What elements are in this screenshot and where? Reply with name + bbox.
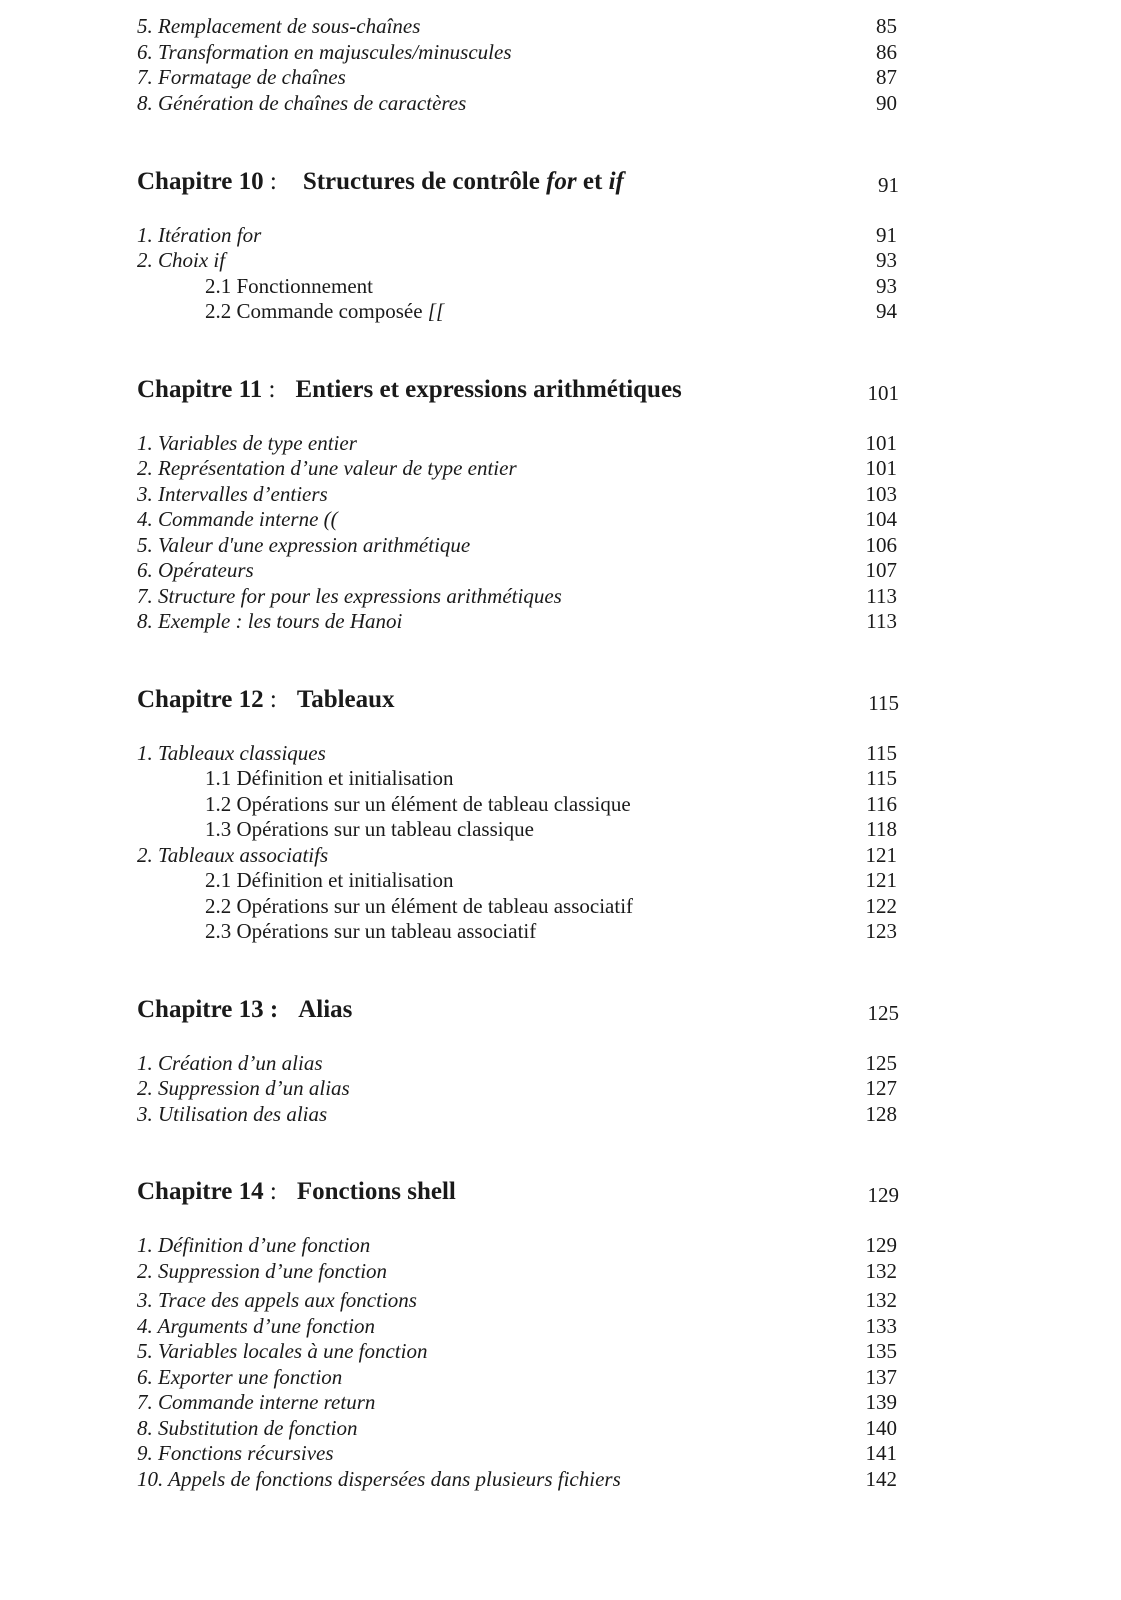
toc-subentry: [0, 868, 1121, 894]
toc-entry: [0, 1314, 1121, 1340]
toc-entry-page: 132: [865, 1288, 897, 1312]
toc-entry: [0, 248, 1121, 274]
toc-entry: [0, 1467, 1121, 1493]
toc-entry-label: 7. Structure for pour les expressions arithmétiques: [137, 584, 562, 608]
toc-entry-label: 3. Utilisation des alias: [137, 1102, 328, 1126]
toc-entry-page: 133: [865, 1314, 897, 1338]
chapter-title: [137, 686, 395, 714]
toc-entry: [0, 456, 1121, 482]
chapter-number: Chapitre 14: [137, 1178, 264, 1205]
toc-entry-page: 128: [865, 1102, 897, 1126]
chapter-page: 91: [878, 173, 899, 197]
toc-entry: [0, 609, 1121, 635]
toc-entry-label: 9. Fonctions récursives: [137, 1441, 334, 1465]
toc-entry-page: 115: [866, 766, 897, 790]
toc-entry-page: 125: [865, 1051, 897, 1075]
toc-entry-page: 90: [876, 91, 897, 115]
toc-entry: [0, 584, 1121, 610]
toc-entry-text: 2.2 Commande composée: [205, 299, 428, 323]
toc-entry: [0, 1390, 1121, 1416]
toc-entry: [0, 1365, 1121, 1391]
toc-entry: [0, 1051, 1121, 1077]
chapter-separator: :: [269, 686, 277, 713]
chapter-page: 125: [867, 1001, 899, 1025]
toc-entry: [0, 843, 1121, 869]
toc-entry-page: 142: [865, 1467, 897, 1491]
toc-entry-page: 93: [876, 248, 897, 272]
toc-entry-page: 121: [865, 843, 897, 867]
toc-entry: [0, 431, 1121, 457]
toc-subentry: [0, 792, 1121, 818]
chapter-title-text: Entiers et expressions arithmétiques: [295, 376, 682, 403]
toc-entry-page: 103: [865, 482, 897, 506]
toc-subentry: [0, 894, 1121, 920]
toc-entry-label: 4. Arguments d’une fonction: [137, 1314, 375, 1338]
toc-entry-label: 1.1 Définition et initialisation: [205, 766, 454, 790]
toc-entry-page: 137: [865, 1365, 897, 1389]
toc-entry-label: 2. Tableaux associatifs: [137, 843, 329, 867]
toc-subentry: [0, 274, 1121, 300]
toc-subentry: [0, 919, 1121, 945]
chapter-separator: :: [269, 1178, 277, 1205]
toc-entry-label: 2. Suppression d’un alias: [137, 1076, 350, 1100]
chapter-title: [137, 168, 624, 196]
toc-entry-label: 2.2 Opérations sur un élément de tableau associatif: [205, 894, 634, 918]
toc-entry-page: 113: [866, 584, 897, 608]
toc-entry-page: 121: [865, 868, 897, 892]
toc-entry-label: 2. Suppression d’une fonction: [137, 1259, 388, 1283]
toc-entry-label: 5. Valeur d'une expression arithmétique: [137, 533, 471, 557]
toc-entry-label: 2.1 Définition et initialisation: [205, 868, 454, 892]
toc-entry-label: 3. Trace des appels aux fonctions: [137, 1288, 417, 1312]
toc-entry-label: 1. Itération for: [137, 223, 262, 247]
toc-entry-page: 122: [865, 894, 897, 918]
toc-entry: [0, 40, 1121, 66]
toc-entry-page: 93: [876, 274, 897, 298]
toc-entry-label: 8. Exemple : les tours de Hanoi: [137, 609, 403, 633]
chapter-heading: [0, 1178, 1121, 1210]
toc-entry: [0, 1441, 1121, 1467]
toc-entry-keyword: [[: [427, 299, 445, 323]
toc-entry: [0, 91, 1121, 117]
chapter-title-text: Tableaux: [296, 686, 395, 713]
toc-entry-page: 141: [865, 1441, 897, 1465]
toc-entry-label: 1. Variables de type entier: [137, 431, 357, 455]
toc-entry: [0, 1416, 1121, 1442]
toc-entry-page: 107: [865, 558, 897, 582]
toc-entry-label: 6. Exporter une fonction: [137, 1365, 343, 1389]
toc-entry-label: 7. Formatage de chaînes: [137, 65, 346, 89]
toc-entry-label: 1. Définition d’une fonction: [137, 1233, 371, 1257]
chapter-title: [137, 376, 682, 404]
chapter-number: Chapitre 11: [137, 376, 263, 403]
chapter-title-keyword: for: [546, 168, 577, 195]
toc-entry: [0, 1102, 1121, 1128]
chapter-heading: [0, 376, 1121, 408]
chapter-title-text: Structures de contrôle: [302, 168, 547, 195]
chapter-page: 101: [867, 381, 899, 405]
chapter-title-keyword: if: [608, 168, 624, 195]
toc-entry-label: 2. Représentation d’une valeur de type entier: [137, 456, 517, 480]
chapter-number: Chapitre 10: [137, 168, 264, 195]
toc-entry-page: 101: [865, 456, 897, 480]
toc-entry-label: 1.3 Opérations sur un tableau classique: [205, 817, 534, 841]
toc-entry-page: 87: [876, 65, 897, 89]
chapter-title: [137, 996, 352, 1024]
toc-entry-label: 1. Création d’un alias: [137, 1051, 323, 1075]
toc-entry: [0, 14, 1121, 40]
toc-entry-page: 94: [876, 299, 897, 323]
toc-entry: [0, 741, 1121, 767]
chapter-title-text: et: [576, 168, 609, 195]
toc-entry-label: 10. Appels de fonctions dispersées dans plusieurs fichiers: [137, 1467, 621, 1491]
toc-entry: [0, 1233, 1121, 1259]
toc-entry-label: 4. Commande interne ((: [137, 507, 338, 531]
chapter-title-text: Alias: [298, 996, 353, 1023]
toc-entry-label: 2.1 Fonctionnement: [205, 274, 373, 298]
chapter-page: 115: [868, 691, 899, 715]
toc-entry: [0, 1339, 1121, 1365]
toc-subentry: [0, 766, 1121, 792]
toc-entry-label: 8. Génération de chaînes de caractères: [137, 91, 467, 115]
toc-entry: [0, 223, 1121, 249]
toc-entry-page: 91: [876, 223, 897, 247]
chapter-separator: :: [269, 996, 279, 1023]
toc-subentry: [0, 299, 1121, 325]
toc-entry-page: 115: [866, 741, 897, 765]
toc-entry-page: 123: [865, 919, 897, 943]
toc-entry-label: 1. Tableaux classiques: [137, 741, 326, 765]
toc-entry-label: 6. Transformation en majuscules/minuscules: [137, 40, 512, 64]
toc-entry-label: 8. Substitution de fonction: [137, 1416, 358, 1440]
toc-subentry: [0, 817, 1121, 843]
toc-entry-page: 135: [865, 1339, 897, 1363]
toc-entry-page: 104: [865, 507, 897, 531]
toc-entry: [0, 1076, 1121, 1102]
chapter-heading: [0, 168, 1121, 200]
chapter-page: 129: [867, 1183, 899, 1207]
toc-entry-page: 86: [876, 40, 897, 64]
chapter-title: [137, 1178, 456, 1206]
toc-entry-label: 1.2 Opérations sur un élément de tableau classique: [205, 792, 631, 816]
chapter-number: Chapitre 12: [137, 686, 264, 713]
chapter-heading: [0, 686, 1121, 718]
toc-entry-label: 2. Choix if: [137, 248, 226, 272]
toc-entry-page: 85: [876, 14, 897, 38]
toc-entry-page: 118: [866, 817, 897, 841]
toc-entry-label: [205, 299, 444, 324]
toc-entry-label: 7. Commande interne return: [137, 1390, 376, 1414]
toc-entry-page: 101: [865, 431, 897, 455]
chapter-separator: :: [269, 168, 277, 195]
toc-entry-page: 129: [865, 1233, 897, 1257]
toc-entry-label: 5. Variables locales à une fonction: [137, 1339, 428, 1363]
toc-entry-page: 140: [865, 1416, 897, 1440]
toc-entry: [0, 65, 1121, 91]
chapter-separator: :: [268, 376, 276, 403]
toc-entry: [0, 1259, 1121, 1285]
chapter-title-text: Fonctions shell: [296, 1178, 456, 1205]
toc-entry: [0, 507, 1121, 533]
chapter-heading: [0, 996, 1121, 1028]
toc-entry-label: 5. Remplacement de sous-chaînes: [137, 14, 421, 38]
toc-entry-label: 2.3 Opérations sur un tableau associatif: [205, 919, 537, 943]
toc-entry: [0, 482, 1121, 508]
toc-entry-page: 139: [865, 1390, 897, 1414]
chapter-number: Chapitre 13: [137, 996, 264, 1023]
toc-entry-label: 3. Intervalles d’entiers: [137, 482, 328, 506]
toc-entry-page: 113: [866, 609, 897, 633]
toc-entry: [0, 1288, 1121, 1314]
toc-entry-page: 116: [866, 792, 897, 816]
toc-entry-page: 106: [865, 533, 897, 557]
toc-entry-page: 127: [865, 1076, 897, 1100]
toc-entry-page: 132: [865, 1259, 897, 1283]
toc-entry: [0, 533, 1121, 559]
toc-entry: [0, 558, 1121, 584]
toc-entry-label: 6. Opérateurs: [137, 558, 254, 582]
